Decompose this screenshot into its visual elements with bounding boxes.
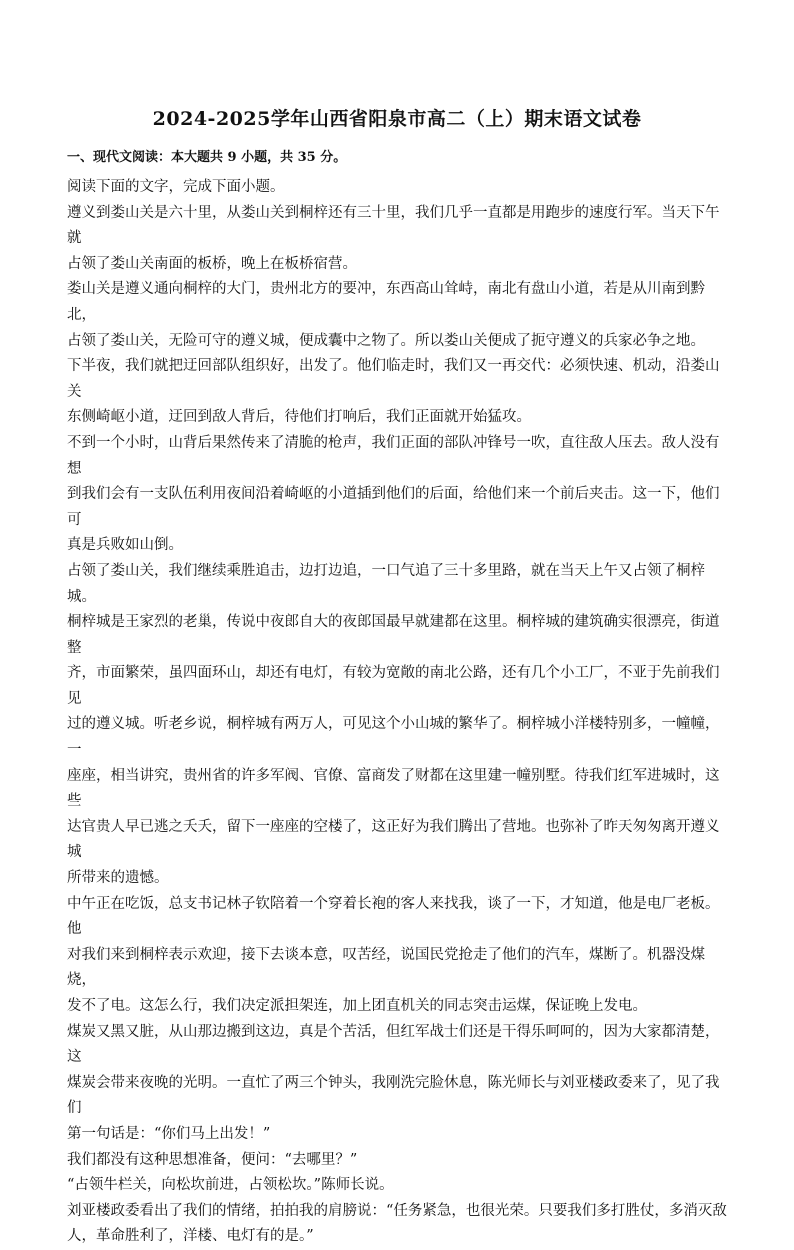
paragraph: 占领了娄山关，我们继续乘胜追击，边打边追，一口气追了三十多里路，就在当天上午又占领了桐梓城。 bbox=[67, 562, 705, 605]
paragraph: 不到一个小时，山背后果然传来了清脆的枪声，我们正面的部队冲锋号一吹，直往敌人压去。敌人没有想 到我们会有一支队伍利用夜间沿着崎岖的小道插到他们的后面，给他们来一个前后夹击。这一下，他们可 真是兵败如山倒。 bbox=[67, 434, 720, 554]
paragraph: 遵义到娄山关是六十里，从娄山关到桐梓还有三十里，我们几乎一直都是用跑步的速度行军。当天下午就 占领了娄山关南面的板桥，晚上在板桥宿营。 bbox=[67, 204, 720, 272]
paragraph: 刘亚楼政委看出了我们的情绪，拍拍我的肩膀说：“任务紧急，也很光荣。只要我们多打胜仗，多消灭敌 人，革命胜利了，洋楼、电灯有的是。” bbox=[67, 1202, 727, 1245]
paragraph: 我们都没有这种思想准备，便问：“去哪里？” bbox=[67, 1151, 358, 1168]
paragraph: 下半夜，我们就把迂回部队组织好，出发了。他们临走时，我们又一再交代：必须快速、机动，沿娄山关 东侧崎岖小道，迂回到敌人背后，待他们打响后，我们正面就开始猛攻。 bbox=[67, 358, 720, 426]
reading-passage bbox=[67, 175, 727, 1250]
paragraph: 煤炭又黑又脏，从山那边搬到这边，真是个苦活，但红军战士们还是干得乐呵呵的，因为大家都清楚，这 煤炭会带来夜晚的光明。一直忙了两三个钟头，我刚洗完脸休息，陈光师长与刘亚楼政委来了，见了我们 第一句话是：“你们马上出发！” bbox=[67, 1023, 720, 1142]
paragraph: “占领牛栏关，向松坎前进，占领松坎。”陈师长说。 bbox=[67, 1177, 394, 1194]
paragraph: 桐梓城是王家烈的老巢，传说中夜郎自大的夜郎国最早就建都在这里。桐梓城的建筑确实很漂亮，街道整 齐，市面繁荣，虽四面环山，却还有电灯，有较为宽敞的南北公路，还有几个小工厂，不亚于先前我们见 过的遵义城。听老乡说，桐梓城有两万人，可见这个小山城的繁华了。桐梓城小洋楼特别多，一幢幢，一 座座，相当讲究，贵州省的许多军阀、官僚、富商发了财都在这里建一幢别墅。待我们红军进城时，这些 达官贵人早已逃之夭夭，留下一座座的空楼了，这正好为我们腾出了营地。也弥补了昨天匆匆离开遵义城 所带来的遗憾。 bbox=[67, 614, 720, 887]
paragraph: 阅读下面的文字，完成下面小题。 bbox=[67, 179, 285, 195]
paragraph: 娄山关是遵义通向桐梓的大门，贵州北方的要冲，东西高山耸峙，南北有盘山小道，若是从川南到黔北， 占领了娄山关，无险可守的遵义城，便成囊中之物了。所以娄山关便成了扼守遵义的兵家必争之地。 bbox=[67, 281, 705, 349]
paragraph: 中午正在吃饭，总支书记林子钦陪着一个穿着长袍的客人来找我，谈了一下，才知道，他是电厂老板。他 对我们来到桐梓表示欢迎，接下去谈本意，叹苦经，说国民党抢走了他们的汽车，煤断了。机器没煤烧， 发不了电。这怎么行，我们决定派担架连，加上团直机关的同志突击运煤，保证晚上发电。 bbox=[67, 895, 720, 1014]
section-header: 一、现代文阅读：本大题共 9 小题，共 35 分。 bbox=[67, 150, 347, 165]
page-title: 2024-2025学年山西省阳泉市高二（上）期末语文试卷 bbox=[152, 108, 642, 130]
